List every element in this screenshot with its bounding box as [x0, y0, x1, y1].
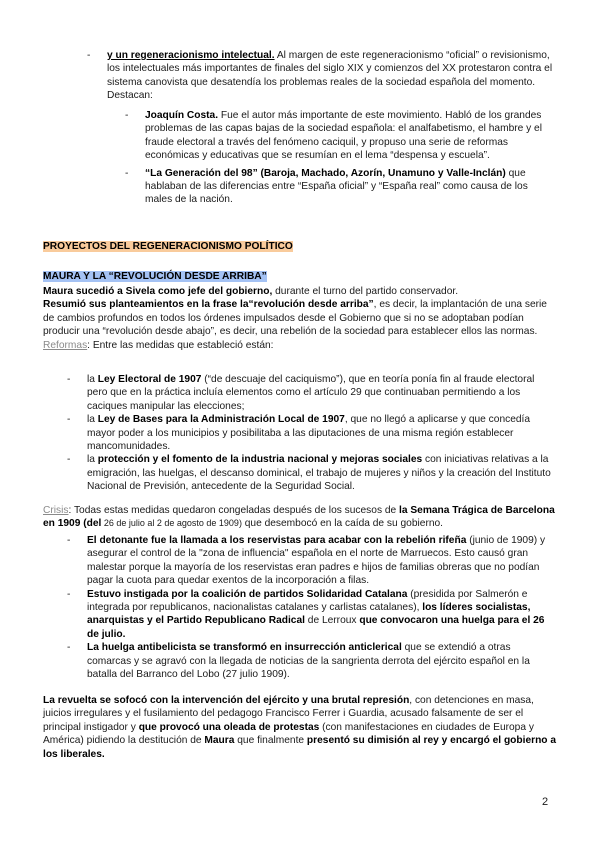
section-heading: PROYECTOS DEL REGENERACIONISMO POLÍTICO [43, 241, 293, 252]
dash-bullet: - [67, 414, 71, 426]
list-item: - y un regeneracionismo intelectual. Al margen de este regeneracionismo “oficial” o revisionismo, los intelectuales más importantes de finales del siglo XIX y comienzos del XX protestaron contra el sistema canovista que desatendía los problemas reales de la sociedad española del momento. Destacan: [87, 50, 553, 102]
item-title: y un regeneracionismo intelectual. [107, 50, 275, 61]
reformas-label: Reformas [43, 339, 88, 351]
list-item: - la Ley Electoral de 1907 (“de descuaje del caciquismo”), que en teoría ponía fin al fraude electoral pero que en la práctica incluía elementos como el artículo 29 que continuaban permitiendo a los caciques manipular las elecciones; [67, 374, 535, 412]
intro-sublist [125, 109, 555, 207]
dash-bullet: - [67, 374, 71, 385]
crisis-paragraph: Crisis: Todas estas medidas quedaron congeladas después de los sucesos de la Semana Trágica de Barcelona en 1909 (del 26 de julio al 2 de agosto de 1909) que desembocó en la caída de su gobierno. [43, 505, 555, 530]
list-item: - Estuvo instigada por la coalición de partidos Solidaridad Catalana (presidida por Salmerón e integrada por republicanos, nacionalistas catalanes y carlistas catalanes), los líderes socialistas, anarquistas y el Partido Republicano Radical de Lerroux que convocaron una huelga para el 26 de julio. [67, 588, 545, 640]
list-item: - “La Generación del 98” (Baroja, Machado, Azorín, Unamuno y Valle-Inclán) que hablaban de las diferencias entre “España oficial” y “España real” como causa de los males de la nación. [125, 167, 528, 206]
list-item: - Joaquín Costa. Fue el autor más importante de este movimiento. Habló de los grandes problemas de las capas bajas de la sociedad española: el analfabetismo, el hambre y el fraude electoral a través del fenómeno caciquil, y propuso una serie de reformas económicas y educativas que se resumían en el lema “despensa y escuela”. [125, 110, 542, 162]
dash-bullet: - [125, 110, 129, 121]
reformas-list [67, 373, 557, 494]
dash-bullet: - [87, 50, 91, 61]
crisis-list [67, 534, 557, 681]
list-item: - El detonante fue la llamada a los reservistas para acabar con la rebelión rifeña (junio de 1909) y asegurar el control de la "zona de influencia" española en el norte de Marruecos. Esto causó gran malestar porque la mayoría de los reservistas eran padres e hijos de familias obreras que no podían pagar la cuota para quedar exentos de la incorporación a filas. [67, 535, 546, 587]
list-item: - la protección y el fomento de la industria nacional y mejoras sociales con iniciativas relativas a la emigración, las huelgas, el descanso dominical, el trabajo de mujeres y niños y la creación del Instituto Nacional de Previsión, antecedente de la Seguridad Social. [67, 454, 551, 493]
dash-bullet: - [67, 588, 71, 600]
dash-bullet: - [67, 454, 71, 466]
page-number: 2 [542, 796, 549, 808]
dash-bullet: - [67, 642, 71, 654]
list-item: - La huelga antibelicista se transformó en insurrección anticlerical que se extendió a otras comarcas y se agravó con la llegada de noticias de la sangrienta derrota del ejército español en la batalla del Barranco del Lobo (27 julio 1909). [67, 642, 530, 681]
paragraph: Resumió sus planteamientos en la frase la“revolución desde arriba”, es decir, la implantación de una serie de cambios profundos en todos los órdenes impulsados desde el Gobierno que si no se adoptaban podían producir una “revolución desde abajo”, es decir, una rebelión de la sociedad para establecer ellos las normas. [43, 299, 547, 338]
crisis-label: Crisis [43, 505, 69, 516]
paragraph: Maura sucedió a Sivela como jefe del gobierno, durante el turno del partido conservador. [43, 286, 459, 297]
dash-bullet: - [67, 535, 71, 546]
list-item: - la Ley de Bases para la Administración Local de 1907, que no llegó a aplicarse y que concedía mayor poder a los municipios y posibilitaba a las diputaciones de una misma región establecer mancomunidades. [67, 414, 531, 453]
maura-heading: MAURA Y LA “REVOLUCIÓN DESDE ARRIBA” [43, 271, 267, 282]
dash-bullet: - [125, 167, 129, 179]
paragraph: Reformas: Entre las medidas que estableció están: [43, 339, 274, 351]
maura-paragraphs [43, 285, 558, 352]
final-paragraph: La revuelta se sofocó con la intervención del ejército y una brutal represión, con detenciones en masa, juicios irregulares y el fusilamiento del pedagogo Francisco Ferrer i Guardia, acusado falsamente de ser el principal instigador y que provocó una oleada de protestas (con manifestaciones en ciudades de Europa y América) pidiendo la destitución de Maura que finalmente presentó su dimisión al rey y encargó el gobierno a los liberales. [43, 695, 557, 760]
intro-list [87, 49, 555, 103]
